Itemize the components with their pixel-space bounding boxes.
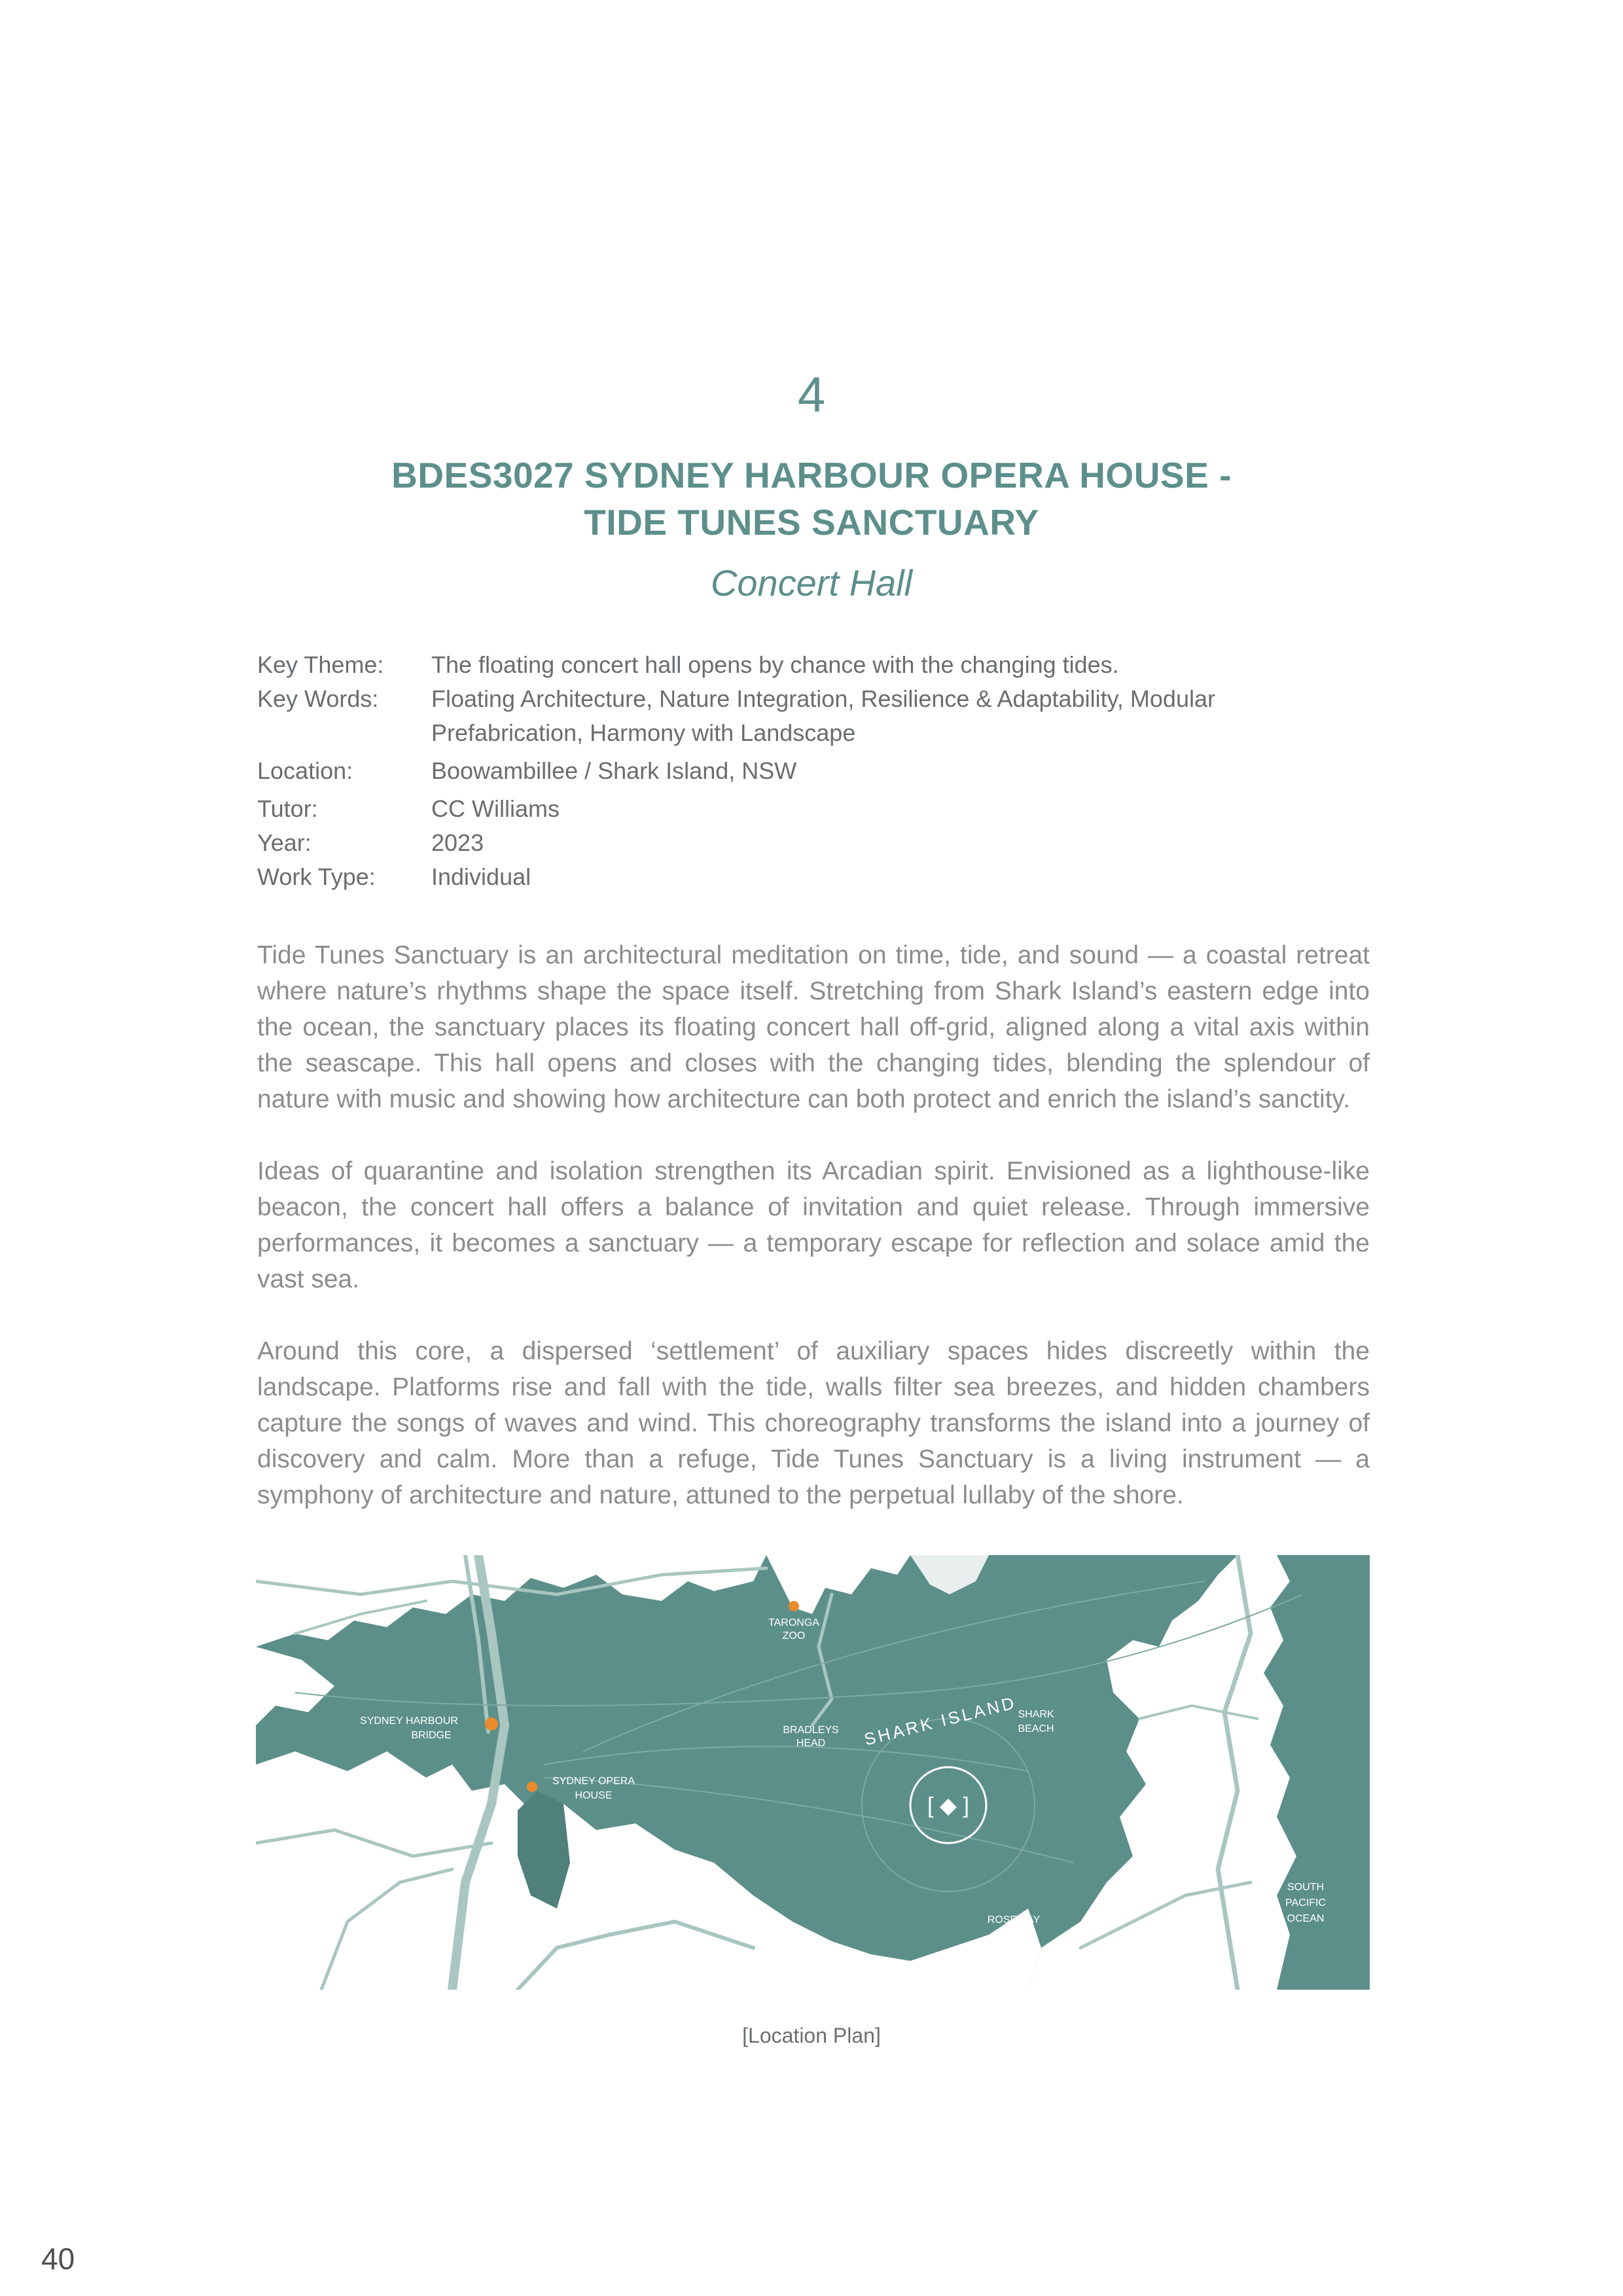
meta-row-year xyxy=(257,826,1370,860)
meta-row-theme xyxy=(257,648,1370,682)
meta-key: Year: xyxy=(257,829,312,856)
meta-key: Work Type: xyxy=(257,863,376,890)
paragraph: Tide Tunes Sanctuary is an architectural meditation on time, tide, and sound — a coastal retreat where nature’s rhythms shape the space itself. Stretching from Shark Island’s eastern edge into the ocean, the sanctuary places its floating concert hall off-grid, aligned along a vital axis within the seascape. This hall opens and closes with the changing tides, blending the splendour of nature with music and showing how architecture can both protect and enrich the island’s sanctity. xyxy=(257,941,1370,1113)
location-map xyxy=(256,1555,1370,1990)
meta-value xyxy=(431,682,1370,750)
label-taronga-2: ZOO xyxy=(782,1630,806,1641)
meta-value: CC Williams xyxy=(431,795,560,822)
meta-row-location xyxy=(257,754,1370,788)
label-shark-island: SHARK ISLAND xyxy=(862,1692,1019,1749)
meta-key: Key Words: xyxy=(257,685,379,712)
meta-value-line: Prefabrication, Harmony with Landscape xyxy=(431,719,856,746)
page-number: 40 xyxy=(41,2242,75,2276)
label-shark-beach-2: BEACH xyxy=(1018,1723,1054,1734)
project-subtitle: Concert Hall xyxy=(710,562,913,603)
meta-row-words xyxy=(257,682,1370,750)
label-ocean-2: PACIFIC xyxy=(1285,1897,1326,1909)
label-rose-bay: ROSE BAY xyxy=(987,1914,1041,1926)
map-caption: [Location Plan] xyxy=(742,2024,881,2047)
label-ocean-3: OCEAN xyxy=(1287,1913,1325,1924)
label-taronga: TARONGA xyxy=(768,1617,819,1628)
section-number: 4 xyxy=(797,367,826,423)
meta-value: Boowambillee / Shark Island, NSW xyxy=(431,757,797,784)
label-bradleys: BRADLEYS xyxy=(783,1725,839,1736)
label-ocean: SOUTH xyxy=(1287,1882,1324,1893)
opera-house-marker xyxy=(527,1782,537,1792)
meta-row-tutor xyxy=(257,792,1370,826)
label-opera-house: SYDNEY OPERA xyxy=(552,1776,635,1787)
meta-value: Individual xyxy=(431,863,531,890)
project-meta-table xyxy=(257,648,1370,894)
shark-island-symbol: [ ◆ ] xyxy=(927,1793,969,1818)
bridge-marker xyxy=(485,1717,498,1731)
title-line-2: TIDE TUNES SANCTUARY xyxy=(584,502,1039,543)
meta-row-work-type xyxy=(257,860,1370,894)
paragraph: Around this core, a dispersed ‘settlement’ of auxiliary spaces hides discreetly within the landscape. Platforms rise and fall with the tide, walls filter sea breezes, and hidden chambers capture the songs of waves and wind. This choreography transforms the island into a journey of discovery and calm. More than a refuge, Tide Tunes Sanctuary is a living instrument — a symphony of architecture and nature, attuned to the perpetual lullaby of the shore. xyxy=(257,1337,1370,1509)
paragraph: Ideas of quarantine and isolation strengthen its Arcadian spirit. Envisioned as a lighthouse-like beacon, the concert hall offers a balance of invitation and quiet release. Through immersive performances, it becomes a sanctuary — a temporary escape for reflection and solace amid the vast sea. xyxy=(257,1157,1370,1293)
title-line-1: BDES3027 SYDNEY HARBOUR OPERA HOUSE - xyxy=(391,455,1232,495)
label-bridge-2: BRIDGE xyxy=(411,1730,452,1741)
label-shark-beach: SHARK xyxy=(1018,1709,1054,1720)
meta-key: Tutor: xyxy=(257,795,318,822)
project-description xyxy=(257,937,1370,1549)
meta-value-line: Floating Architecture, Nature Integration, Resilience & Adaptability, Modular xyxy=(431,685,1215,712)
meta-key: Key Theme: xyxy=(257,651,384,678)
label-opera-house-2: HOUSE xyxy=(575,1790,613,1801)
meta-value: The floating concert hall opens by chance with the changing tides. xyxy=(431,651,1119,678)
label-bridge: SYDNEY HARBOUR xyxy=(360,1715,458,1727)
label-bradleys-2: HEAD xyxy=(796,1738,826,1749)
project-title xyxy=(0,452,1623,546)
meta-key: Location: xyxy=(257,757,353,784)
taronga-marker xyxy=(789,1601,799,1611)
meta-value: 2023 xyxy=(431,829,484,856)
